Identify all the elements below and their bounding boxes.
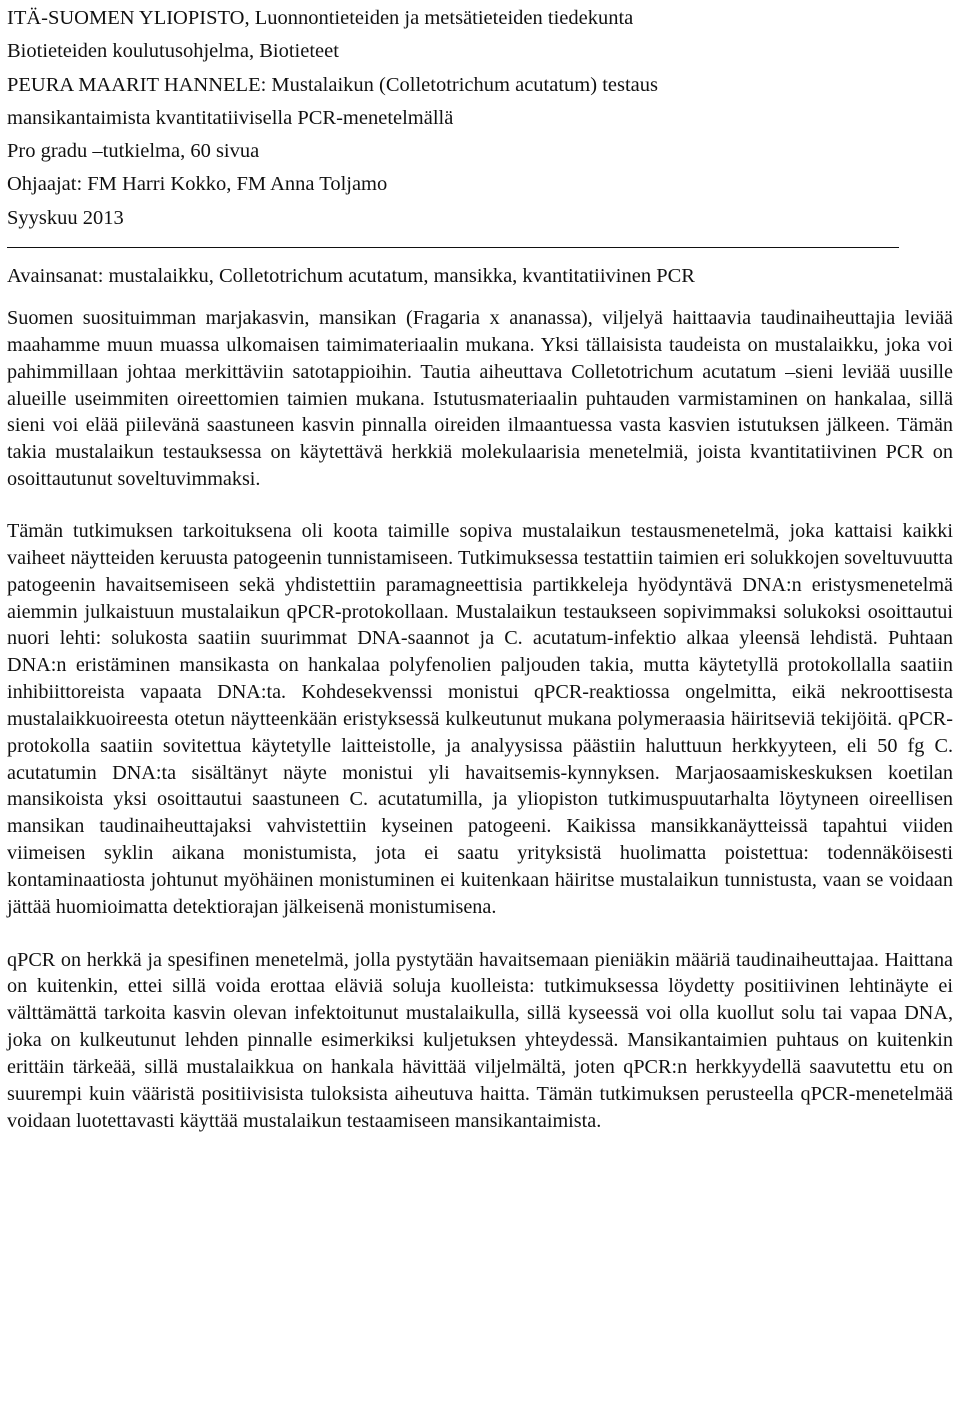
thesis-header <box>7 2 953 235</box>
university-faculty-line: ITÄ-SUOMEN YLIOPISTO, Luonnontieteiden ja metsätieteiden tiedekunta <box>7 7 634 29</box>
thesis-type-line: Pro gradu –tutkielma, 60 sivua <box>7 140 260 163</box>
author-title-line: PEURA MAARIT HANNELE: Mustalaikun (Colletotrichum acutatum) testaus <box>7 73 658 96</box>
title-continuation-line: mansikantaimista kvantitatiivisella PCR-menetelmällä <box>7 106 454 129</box>
date-line: Syyskuu 2013 <box>7 206 124 229</box>
header-divider <box>7 247 899 248</box>
keywords-line: Avainsanat: mustalaikku, Colletotrichum acutatum, mansikka, kvantitatiivinen PCR <box>7 265 695 288</box>
abstract-paragraph-3: qPCR on herkkä ja spesifinen menetelmä, jolla pystytään havaitsemaan pieniäkin määriä taudinaiheuttajaa. Haittana on kuitenkin, ettei sillä voida erottaa eläviä soluja kuolleista: tutkimuksessa löydetty positiivinen lehtinäyte ei välttämättä tarkoita kasvin olevan infektoitunut mustalaikulla, sillä kyseessä voi olla kuollut solu tai vapaa DNA, joka on kulkeutunut lehden pinnalle esimerkiksi kuljetuksen yhteydessä. Mansikantaimien puhtaus on kuitenkin erittäin tärkeää, sillä mustalaikkua on hankala hävittää viljelmältä, joten qPCR:n herkkyydellä saavutettu etu on suurempi kuin vääristä positiivisista tuloksista aiheutuva haitta. Tämän tutkimuksen perusteella qPCR-menetelmää voidaan luotettavasti käyttää mustalaikun testaamiseen mansikantaimista. <box>7 948 953 1132</box>
abstract-page <box>7 0 953 1135</box>
supervisors-line: Ohjaajat: FM Harri Kokko, FM Anna Toljamo <box>7 173 388 196</box>
degree-programme-line: Biotieteiden koulutusohjelma, Biotieteet <box>7 40 339 63</box>
abstract-paragraph-1: Suomen suosituimman marjakasvin, mansikan (Fragaria x ananassa), viljelyä haittaavia taudinaiheuttajia leviää maahamme muun muassa ulkomaisen taimimateriaalin mukana. Yksi tällaisista taudeista on mustalaikku, joka voi pahimmillaan johtaa merkittäviin satotappioihin. Tautia aiheuttava Colletotrichum acutatum –sieni leviää uusille alueille useimmiten oireettomien taimien mukana. Istutusmateriaalin puhtauden varmistaminen on hankalaa, sillä sieni voi elää piilevänä saastuneen kasvin pinnalla oireiden ilmaantuessa vasta kasvien istutuksen jälkeen. Tämän takia mustalaikun testauksessa on käytettävä herkkiä molekulaarisia menetelmiä, joista kvantitatiivinen PCR on osoittautunut soveltuvimmaksi. <box>7 307 953 491</box>
abstract-paragraph-2: Tämän tutkimuksen tarkoituksena oli koota taimille sopiva mustalaikun testausmenetelmä, joka kattaisi kaikki vaiheet näytteiden keruusta patogeenin tunnistamiseen. Tutkimuksessa testattiin taimien eri solukkojen soveltuvuutta patogeenin havaitsemiseen sekä yhdistettiin paramagneettisia partikkeleja hyödyntävä DNA:n eristysmenetelmä aiemmin julkaistuun mustalaikun qPCR-protokollaan. Mustalaikun testaukseen sopivimmaksi solukoksi osoittautui nuori lehti: solukosta saatiin suurimmat DNA-saannot ja C. acutatum-infektio alkaa yleensä lehdistä. Puhtaan DNA:n eristäminen mansikasta on hankalaa polyfenolien paljouden takia, mutta käytetyllä protokollalla saatiin inhibiittoreista vapaata DNA:ta. Kohdesekvenssi monistui qPCR-reaktiossa ongelmitta, eikä nekroottisesta mustalaikkuoireesta otetun näytteenkään eristyksessä kulkeutunut mukana polymeraasia häiritseviä tekijöitä. qPCR-protokolla saatiin sovitettua käytetylle laitteistolle, ja analyysissa päästiin haluttuun herkkyyteen, eli 50 fg C. acutatumin DNA:ta sisältänyt näyte monistui yli havaitsemis-kynnyksen. Marjaosaamiskeskuksen koetilan mansikoista yksi osoittautui saastuneen C. acutatumilla, ja yliopiston tutkimuspuutarhalta löytyneen oireellisen mansikan taudinaiheuttajaksi vahvistettiin kyseinen patogeeni. Kaikissa mansikkanäytteissä tapahtui viiden viimeisen syklin aikana monistumista, jota ei saatu yrityksistä huolimatta poistettua: todennäköisesti kontaminaatiosta johtunut myöhäinen monistuminen ei kuitenkaan häiritse mustalaikun tunnistusta, vaan se voidaan jättää huomioimatta detektiorajan jälkeisenä monistumisena. <box>7 519 953 918</box>
